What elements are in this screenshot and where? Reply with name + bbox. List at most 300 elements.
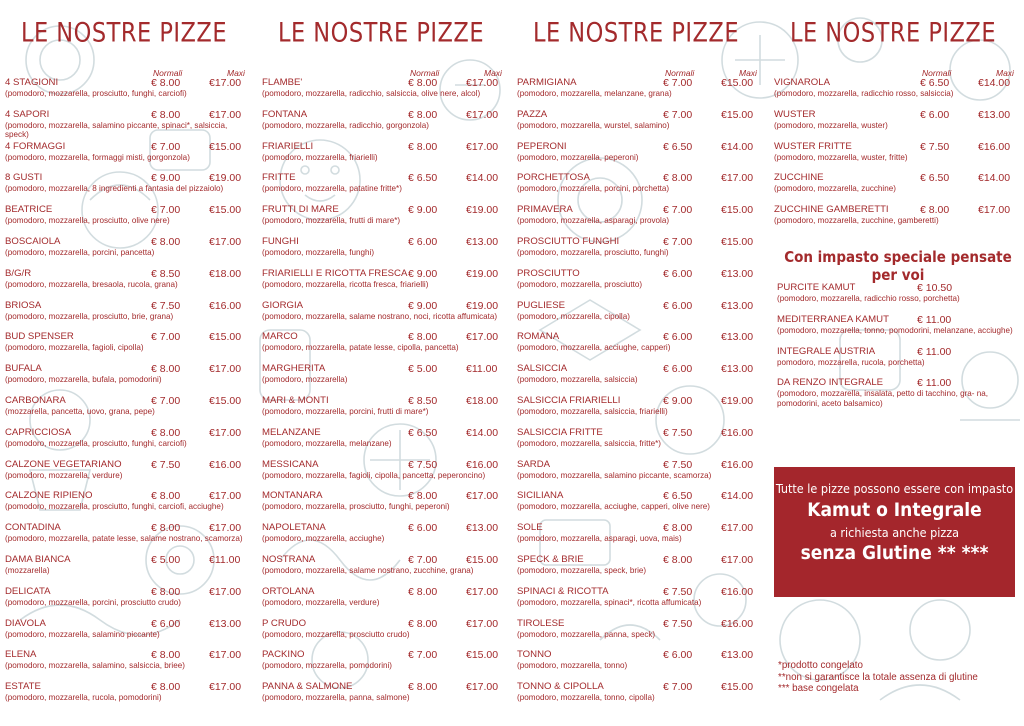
normal-price: € 7.50 [663,585,693,598]
item-name: ZUCCHINE [774,172,824,184]
maxi-price: €13.00 [721,299,754,312]
maxi-price: €15.00 [209,204,242,217]
item-ingredients: (pomodoro, mozzarella, prosciutto, funghi, carciofi) [5,438,187,448]
item-name: DA RENZO INTEGRALE [777,377,884,389]
item-ingredients: (pomodoro, mozzarella, tonno, pomodorini, melanzane, acciughe) [777,325,1013,335]
item-name: FUNGHI [262,235,299,247]
normal-price-header: Normali [153,68,183,78]
maxi-price: €18.00 [209,267,242,280]
menu-item [5,267,243,299]
item-name: WUSTER [774,108,816,120]
menu-item [262,362,500,394]
pizza-list [262,76,500,712]
item-name: MONTANARA [262,490,323,502]
banner-line-1: Tutte le pizze possono essere con impasto [775,481,1014,496]
menu-item [774,171,1012,203]
maxi-price: €17.00 [466,681,499,694]
special-item [777,376,1015,416]
item-name: MARI & MONTI [262,394,329,406]
item-name: FRIARIELLI E RICOTTA FRESCA [262,267,408,279]
special-item [777,313,1015,345]
menu-item [262,426,500,458]
maxi-price: €15.00 [209,331,242,344]
menu-item [5,458,243,490]
item-ingredients: (pomodoro, mozzarella, pomodorini) [262,661,393,671]
maxi-price: €19.00 [466,299,499,312]
menu-item [517,426,755,458]
item-ingredients: (pomodoro, mozzarella, porcini, frutti di mare*) [262,406,429,416]
menu-item [517,330,755,362]
item-ingredients: (pomodoro, mozzarella, formaggi misti, gorgonzola) [5,152,190,162]
maxi-price: €17.00 [978,204,1011,217]
maxi-price: €19.00 [466,204,499,217]
normal-price: € 7.50 [408,458,438,471]
menu-item [5,235,243,267]
item-name: WUSTER FRITTE [774,140,852,152]
item-name: PROSCIUTTO [517,267,580,279]
item-name: PUGLIESE [517,299,565,311]
normal-price-header: Normali [665,68,695,78]
item-name: CALZONE RIPIENO [5,490,93,502]
normal-price-header: Normali [410,68,440,78]
item-name: ROMANA [517,331,560,343]
menu-item [517,680,755,712]
pizza-list [517,76,755,712]
menu-item [262,171,500,203]
item-name: PORCHETTOSA [517,172,590,184]
normal-price: € 8.00 [151,681,181,694]
item-name: PACKINO [262,649,305,661]
item-name: BUD SPENSER [5,331,74,343]
menu-item [517,585,755,617]
item-name: DAMA BIANCA [5,553,71,565]
item-name: SALSICCIA FRITTE [517,426,603,438]
normal-price: € 6.00 [663,331,693,344]
item-name: BUFALA [5,363,42,375]
maxi-price-header: Maxi [227,68,245,78]
maxi-price: €16.00 [466,458,499,471]
item-name: NAPOLETANA [262,522,326,534]
footnotes [778,660,978,695]
maxi-price: €15.00 [466,553,499,566]
maxi-price: €14.00 [978,172,1011,185]
banner-line-2: Kamut o Integrale [807,499,982,521]
item-name: MARGHERITA [262,363,326,375]
menu-item [262,267,500,299]
item-ingredients: (pomodoro, mozzarella, prosciutto, funghi, carciofi) [5,89,187,98]
item-name: DIAVOLA [5,617,46,629]
normal-price: € 7.00 [151,140,181,153]
menu-item [262,330,500,362]
menu-item [517,617,755,649]
menu-item [262,585,500,617]
item-name: B/G/R [5,267,32,279]
normal-price: € 8.00 [151,522,181,535]
normal-price: € 7.00 [151,394,181,407]
maxi-price: €16.00 [721,426,754,439]
normal-price: € 6.50 [663,140,693,153]
normal-price: € 7.00 [663,77,693,89]
item-name: SOLE [517,522,543,534]
item-name: GIORGIA [262,299,304,311]
item-ingredients: (pomodoro, mozzarella, zucchine) [774,184,896,194]
normal-price: € 7.00 [151,331,181,344]
maxi-price: €17.00 [721,522,754,535]
footnote: *** base congelata [778,683,859,694]
item-ingredients: (pomodoro, mozzarella, rucola, pomodorini) [5,693,162,703]
menu-item [517,108,755,140]
menu-item [262,394,500,426]
menu-item [517,203,755,235]
maxi-price: €17.00 [466,490,499,503]
item-name: BEATRICE [5,204,53,216]
menu-item [5,426,243,458]
maxi-price: €17.00 [209,649,242,662]
normal-price: € 7.50 [663,617,693,630]
maxi-price: €16.00 [721,458,754,471]
maxi-price: €13.00 [721,331,754,344]
item-ingredients: (pomodoro, mozzarella, patate lesse, salame nostrano, scamorza) [5,534,243,544]
column-title: LE NOSTRE PIZZE [789,16,997,49]
normal-price: € 7.50 [151,299,181,312]
item-name: INTEGRALE AUSTRIA [777,345,876,357]
item-name: TONNO & CIPOLLA [517,681,604,693]
menu-item [517,489,755,521]
normal-price: € 8.50 [151,267,181,280]
maxi-price: €17.00 [466,108,499,121]
item-ingredients: (pomodoro, mozzarella, prosciutto) [517,279,643,289]
menu-item [517,394,755,426]
menu-item [262,680,500,712]
normal-price: € 9.00 [408,299,438,312]
menu-item [517,458,755,490]
menu-item [517,362,755,394]
menu-item [262,553,500,585]
menu-item [262,617,500,649]
normal-price: € 5.00 [151,553,181,566]
item-name: TIROLESE [517,617,565,629]
item-name: ESTATE [5,681,41,693]
normal-price: € 6.00 [663,267,693,280]
item-name: 4 STAGIONI [5,77,59,88]
pizza-list [774,76,1012,235]
item-name: MELANZANE [262,426,321,438]
item-name: BOSCAIOLA [5,235,61,247]
banner-line-4: senza Glutine ** *** [800,542,989,564]
maxi-price: €19.00 [466,267,499,280]
menu-column-1 [5,0,245,703]
item-ingredients: (pomodoro, mozzarella, radicchio, gorgonzola) [262,120,429,130]
normal-price: € 6.00 [663,649,693,662]
item-name: FRIARIELLI [262,140,314,152]
maxi-price: €17.00 [209,585,242,598]
maxi-price: €19.00 [209,172,242,185]
item-ingredients: (mozzarella, pancetta, uovo, grana, pepe) [5,406,155,416]
item-ingredients: (pomodoro, mozzarella, friarielli) [262,152,378,162]
normal-price: € 7.00 [663,108,693,121]
menu-item [5,171,243,203]
maxi-price: €16.00 [978,140,1011,153]
item-ingredients: (pomodoro, mozzarella, zucchine, gamberetti) [774,216,939,226]
menu-item [262,76,500,108]
item-ingredients: pomodoro, mozzarella, rucola, porchetta) [777,357,925,367]
normal-price: € 6.50 [920,77,950,89]
normal-price: € 9.00 [408,204,438,217]
normal-price: € 8.00 [151,108,181,121]
menu-item [262,458,500,490]
menu-item [5,553,243,585]
menu-item [5,521,243,553]
item-ingredients: (pomodoro, mozzarella, prosciutto, funghi, peperoni) [262,502,450,512]
maxi-price: €17.00 [209,235,242,248]
menu-item [517,648,755,680]
normal-price: € 8.00 [408,585,438,598]
item-name: P CRUDO [262,617,307,629]
menu-item [5,362,243,394]
item-ingredients: (pomodoro, mozzarella) [262,375,348,385]
menu-item [5,585,243,617]
normal-price: € 6.50 [408,172,438,185]
menu-item [774,108,1012,140]
item-ingredients: (pomodoro, mozzarella, fagioli, cipolla, pancetta, peperoncino) [262,470,486,480]
item-ingredients: (pomodoro, mozzarella, salsiccia, friarielli) [517,406,668,416]
normal-price: € 8.00 [151,585,181,598]
menu-item [774,203,1012,235]
maxi-price: €15.00 [721,204,754,217]
maxi-price-header: Maxi [739,68,757,78]
maxi-price: €11.00 [466,363,498,376]
maxi-price: €14.00 [721,490,754,503]
item-ingredients: (pomodoro, mozzarella, ricotta fresca, friarielli) [262,279,429,289]
maxi-price: €17.00 [209,522,242,535]
maxi-price: €18.00 [466,394,499,407]
normal-price: € 8.00 [663,522,693,535]
maxi-price: €15.00 [721,681,754,694]
item-ingredients: (pomodoro, mozzarella, salamino piccante, spinaci*, salsiccia, speck) [5,120,228,139]
normal-price: € 8.00 [408,681,438,694]
column-title: LE NOSTRE PIZZE [20,16,228,49]
normal-price: € 5.00 [408,363,438,376]
price: € 11.00 [917,377,952,390]
item-ingredients: (pomodoro, mozzarella, verdure) [262,597,380,607]
normal-price: € 6.50 [408,426,438,439]
banner-line-3: a richiesta anche pizza [829,525,960,540]
normal-price: € 6.00 [151,617,181,630]
item-name: 8 GUSTI [5,172,43,184]
normal-price: € 9.00 [663,394,693,407]
menu-item [262,648,500,680]
normal-price: € 7.00 [663,681,693,694]
item-ingredients: (pomodoro, mozzarella, salsiccia) [517,375,638,385]
item-ingredients: (pomodoro, mozzarella, acciughe, capperi, olive nere) [517,502,710,512]
normal-price: € 8.00 [663,553,693,566]
normal-price: € 7.00 [663,235,693,248]
normal-price: € 6.00 [408,235,438,248]
menu-item [5,648,243,680]
item-name: MARCO [262,331,298,343]
maxi-price: €13.00 [209,617,242,630]
maxi-price: €13.00 [466,235,499,248]
normal-price: € 8.00 [663,172,693,185]
item-name: PANNA & SALMONE [262,681,353,693]
price: € 11.00 [917,313,952,326]
menu-item [517,140,755,172]
normal-price: € 6.00 [920,108,950,121]
item-ingredients: (pomodoro, mozzarella, prosciutto crudo) [262,629,410,639]
menu-item [774,140,1012,172]
menu-item [5,394,243,426]
maxi-price-header: Maxi [996,68,1014,78]
maxi-price: €17.00 [721,553,754,566]
normal-price: € 8.00 [408,331,438,344]
item-name: SARDA [517,458,551,470]
maxi-price: €17.00 [209,681,242,694]
item-ingredients: (pomodoro, mozzarella, radicchio rosso, porchetta) [777,294,960,303]
maxi-price-header: Maxi [484,68,502,78]
item-ingredients: (pomodoro, mozzarella, melanzane) [262,438,392,448]
item-ingredients: (pomodoro, mozzarella, funghi) [262,247,375,257]
item-ingredients: (pomodoro, mozzarella, radicchio, salsiccia, olive nere, alcol) [262,89,481,98]
item-ingredients: (pomodoro, mozzarella, panna, speck) [517,629,656,639]
item-ingredients: (pomodoro, mozzarella, prosciutto, funghi, carciofi, acciughe) [5,502,224,512]
item-ingredients: (pomodoro, mozzarella, salamino piccante) [5,629,160,639]
menu-item [5,299,243,331]
menu-item [262,108,500,140]
item-name: PRIMAVERA [517,204,573,216]
maxi-price: €13.00 [721,267,754,280]
maxi-price: €16.00 [721,617,754,630]
item-ingredients: (pomodoro, mozzarella, peperoni) [517,152,639,162]
item-ingredients: (pomodoro, mozzarella, speck, brie) [517,565,647,575]
item-name: 4 FORMAGGI [5,140,66,152]
item-ingredients: (pomodoro, mozzarella, wurstel, salamino) [517,120,670,130]
special-item [777,345,1015,377]
item-ingredients: (pomodoro, mozzarella, bresaola, rucola, grana) [5,279,178,289]
menu-item [5,680,243,712]
menu-item [517,521,755,553]
menu-item [262,521,500,553]
column-title: LE NOSTRE PIZZE [532,16,740,49]
item-ingredients: (pomodoro, mozzarella, wuster, fritte) [774,152,908,162]
menu-item [517,267,755,299]
item-ingredients: (pomodoro, mozzarella, salamino piccante, scamorza) [517,470,712,480]
item-name: NOSTRANA [262,553,316,565]
normal-price: € 7.00 [663,204,693,217]
menu-item [5,489,243,521]
menu-item [774,76,1012,108]
maxi-price: €17.00 [466,331,499,344]
normal-price: € 7.50 [663,458,693,471]
maxi-price: €15.00 [721,235,754,248]
normal-price: € 7.50 [920,140,950,153]
item-name: SICILIANA [517,490,564,502]
normal-price: € 9.00 [408,267,438,280]
item-name: CONTADINA [5,522,61,534]
item-ingredients: (pomodoro, mozzarella, frutti di mare*) [262,216,401,226]
item-name: SALSICCIA FRIARIELLI [517,394,621,406]
normal-price: € 6.00 [408,522,438,535]
maxi-price: €15.00 [721,77,754,89]
item-ingredients: (pomodoro, mozzarella, patatine fritte*) [262,184,402,194]
menu-item [262,299,500,331]
item-name: PEPERONI [517,140,567,152]
normal-price: € 9.00 [151,172,181,185]
item-name: SPECK & BRIE [517,553,584,565]
menu-item [517,76,755,108]
item-ingredients: (pomodoro, mozzarella, bufala, pomodorini) [5,375,162,385]
item-name: BRIOSA [5,299,42,311]
menu-item [5,617,243,649]
item-name: PURCITE KAMUT [777,282,856,293]
item-ingredients: (pomodoro, mozzarella, prosciutto, funghi) [517,247,669,257]
menu-item [517,553,755,585]
maxi-price: €17.00 [466,617,499,630]
item-name: PARMIGIANA [517,77,577,88]
normal-price: € 8.00 [151,649,181,662]
item-name: CALZONE VEGETARIANO [5,458,122,470]
maxi-price: €15.00 [209,394,242,407]
menu-item [517,235,755,267]
maxi-price: €17.00 [209,490,242,503]
normal-price: € 8.00 [408,490,438,503]
item-name: 4 SAPORI [5,108,50,120]
maxi-price: €17.00 [209,77,242,89]
item-ingredients: (pomodoro, mozzarella, 8 ingredienti a fantasia del pizzaiolo) [5,184,224,194]
maxi-price: €17.00 [466,585,499,598]
normal-price: € 8.00 [408,617,438,630]
item-name: PROSCIUTTO FUNGHI [517,235,620,247]
maxi-price: €17.00 [466,140,499,153]
item-ingredients: (mozzarella) [5,565,50,575]
menu-column-2 [262,0,502,703]
normal-price: € 6.00 [663,299,693,312]
maxi-price: €16.00 [209,458,242,471]
item-ingredients: (pomodoro, mozzarella, prosciutto, olive nere) [5,216,170,226]
item-name: PAZZA [517,108,548,120]
maxi-price: €13.00 [466,522,499,535]
item-name: ELENA [5,649,37,661]
maxi-price: €17.00 [209,108,242,121]
maxi-price: €14.00 [466,426,499,439]
normal-price: € 8.00 [920,204,950,217]
item-ingredients: (pomodoro, mozzarella, porcini, pancetta) [5,247,155,257]
item-name: FLAMBE' [262,77,303,88]
item-ingredients: (pomodoro, mozzarella, porcini, porchetta) [517,184,670,194]
item-ingredients: (pomodoro, mozzarella, salame nostrano, zucchine, grana) [262,565,474,575]
menu-column-3 [517,0,757,703]
maxi-price: €16.00 [209,299,242,312]
item-ingredients: (pomodoro, mozzarella, verdure) [5,470,123,480]
item-ingredients: (pomodoro, mozzarella, tonno, cipolla) [517,693,655,703]
normal-price: € 8.00 [408,77,438,89]
menu-item [262,140,500,172]
menu-item [262,203,500,235]
maxi-price: €17.00 [209,363,242,376]
maxi-price: €19.00 [721,394,754,407]
item-name: FRITTE [262,172,296,184]
menu-item [5,140,243,172]
normal-price: € 6.50 [920,172,950,185]
normal-price: € 7.00 [151,204,181,217]
menu-item [262,235,500,267]
item-name: ZUCCHINE GAMBERETTI [774,204,889,216]
item-name: MESSICANA [262,458,319,470]
item-ingredients: (pomodoro, mozzarella, spinaci*, ricotta affumicata) [517,597,702,607]
normal-price: € 8.00 [151,490,181,503]
normal-price: € 8.00 [151,426,181,439]
normal-price: € 8.00 [151,77,181,89]
normal-price: € 8.00 [151,363,181,376]
